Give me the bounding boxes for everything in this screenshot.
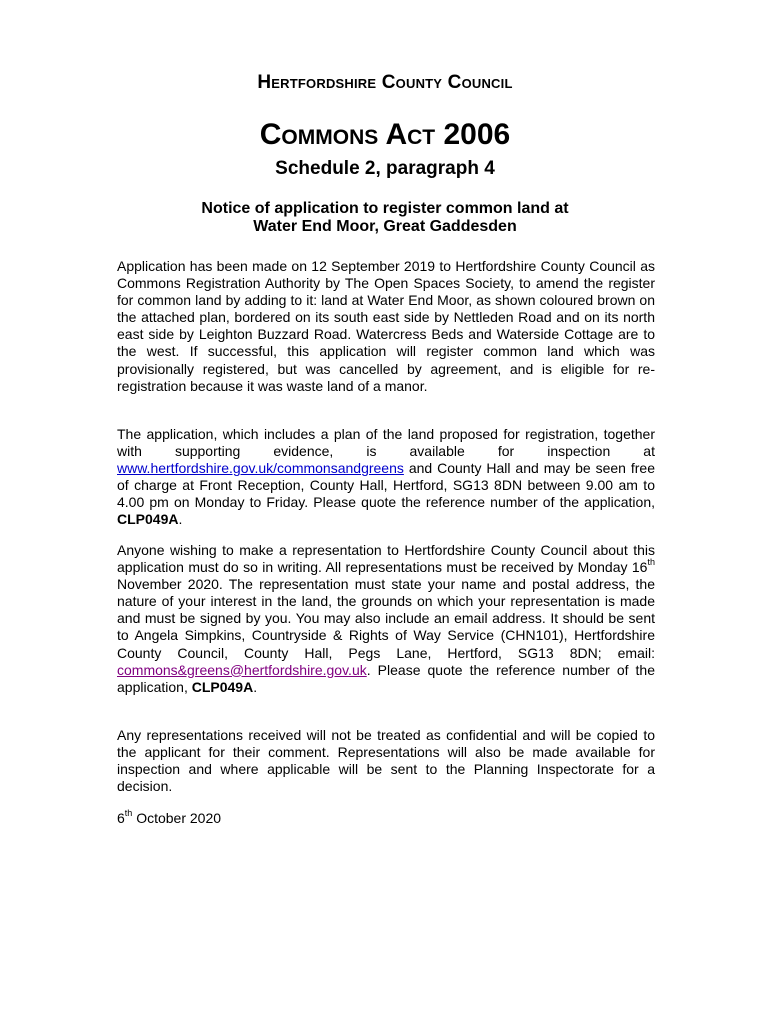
application-reference: CLP049A	[191, 678, 254, 695]
representation-text-start: Anyone wishing to make a representation to Hertfordshire County Council about this application must do so in writing. All representations must be received by Monday 16	[117, 542, 655, 576]
notice-date	[117, 810, 655, 827]
inspection-text-start: The application, which includes a plan of the land proposed for registration, together with supporting evidence, is available for inspection at	[117, 426, 655, 460]
inspection-text-middle: and County Hall and may be seen free of charge at Front Reception, County Hall, Hertford, SG13 8DN between 9.00 am to 4.00 pm on Monday to Friday. Please quote the reference number of the application,	[117, 460, 655, 511]
contact-email-link[interactable]: commons&greens@hertfordshire.gov.uk	[117, 661, 367, 678]
notice-title-line1: Notice of application to register common land at	[201, 200, 569, 217]
schedule-subtitle: Schedule 2, paragraph 4	[275, 158, 495, 179]
council-heading: Hertfordshire County Council	[257, 72, 513, 93]
confidentiality-paragraph: Any representations received will not be treated as confidential and will be copied to the applicant for their comment. Representations will also be made available for inspection and where applicable will be sent to the Planning Inspectorate for a decision.	[117, 727, 655, 795]
ordinal-suffix: th	[647, 557, 655, 568]
inspection-text-end: .	[178, 511, 183, 528]
inspection-paragraph	[117, 426, 655, 529]
notice-title	[0, 200, 770, 236]
application-paragraph: Application has been made on 12 September 2019 to Hertfordshire County Council as Commons Registration Authority by The Open Spaces Society, to amend the register for common land by adding to it: land at Water End Moor, as shown coloured brown on the attached plan, bordered on its south east side by Nettleden Road and on its north east side by Leighton Buzzard Road. Watercress Beds and Waterside Cottage are to the west. If successful, this application will register common land which was provisionally registered, but was cancelled by agreement, and is eligible for re-registration because it was waste land of a manor.	[117, 258, 655, 394]
representation-text-after-email: . Please quote the reference number of the application,	[117, 661, 655, 695]
date-month-year: October 2020	[132, 810, 222, 826]
act-title: Commons Act 2006	[259, 118, 511, 151]
commons-greens-website-link[interactable]: www.hertfordshire.gov.uk/commonsandgreens	[117, 460, 404, 477]
date-ordinal-suffix: th	[124, 808, 133, 819]
date-day: 6	[117, 810, 125, 826]
representation-text-end: .	[253, 678, 258, 695]
representation-text-middle: November 2020. The representation must state your name and postal address, the nature of your interest in the land, the grounds on which your representation is made and must be signed by you. You may also include an email address. It should be sent to Angela Simpkins, Countryside & Rights of Way Service (CHN101), Hertfordshire County Council, County Hall, Pegs Lane, Hertford, SG13 8DN; email:	[117, 576, 655, 661]
application-reference: CLP049A	[117, 511, 179, 528]
representation-paragraph	[117, 542, 655, 696]
notice-title-line2: Water End Moor, Great Gaddesden	[253, 218, 517, 235]
